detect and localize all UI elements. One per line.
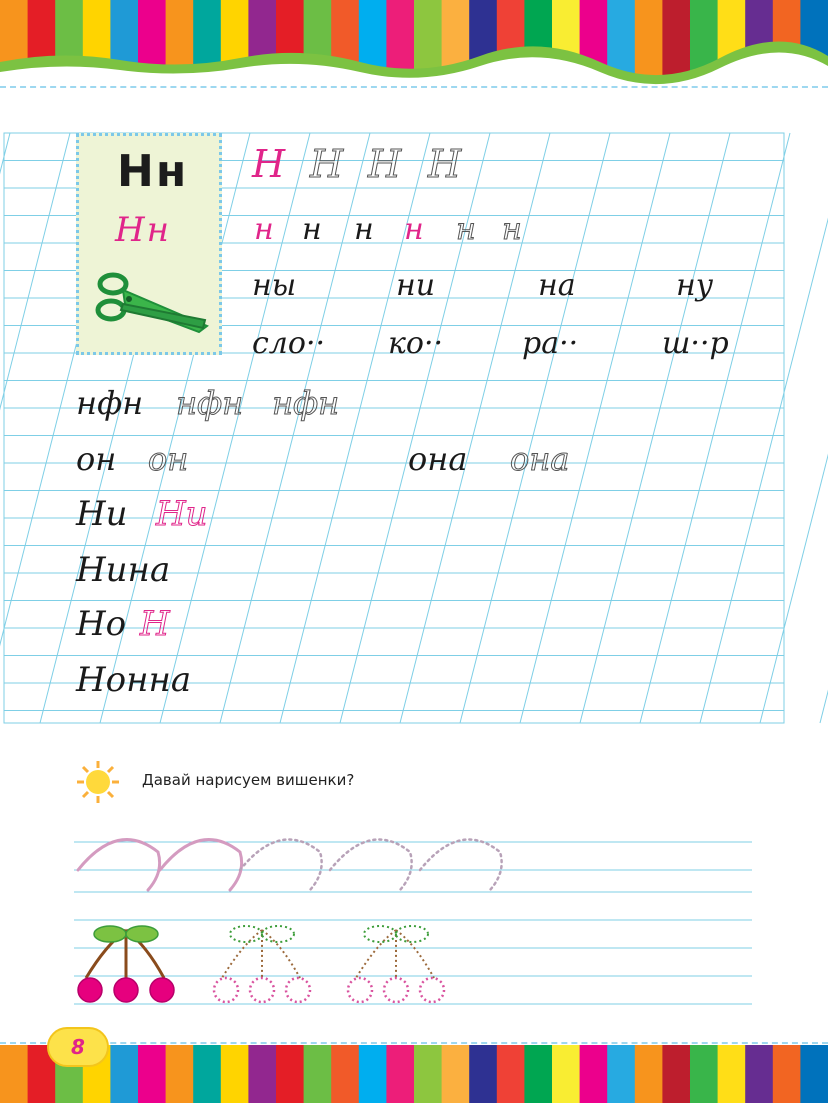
stripe — [193, 1045, 221, 1103]
stripe — [331, 1045, 359, 1103]
trace-small-letter: н — [302, 212, 322, 247]
practice-loop — [240, 840, 322, 890]
stripe — [800, 1045, 828, 1103]
trace-small-letter: н — [456, 212, 476, 247]
stripe — [607, 1045, 635, 1103]
word-on-trace: он — [148, 440, 189, 478]
cherry-icon — [114, 978, 138, 1002]
stripe — [221, 1045, 249, 1103]
stripe — [635, 1045, 663, 1103]
cherry-icon — [150, 978, 174, 1002]
stripe — [110, 1045, 138, 1103]
stripe — [248, 1045, 276, 1103]
word-nonna: Нонна — [76, 660, 192, 700]
stripe — [414, 1045, 442, 1103]
incomplete-word: ко·· — [388, 326, 444, 361]
page-number: 8 — [47, 1027, 109, 1067]
incomplete-word: сло·· — [252, 326, 326, 361]
stripe — [497, 1045, 525, 1103]
trace-capital-letter: Н — [310, 142, 344, 186]
cherry-icon — [250, 978, 274, 1002]
trace-capital-letter: Н — [428, 142, 462, 186]
cherry-icon — [214, 978, 238, 1002]
cherry-icon — [286, 978, 310, 1002]
leaf-icon — [94, 926, 126, 942]
cherry-icon — [420, 978, 444, 1002]
model-capital-letter: Н — [252, 142, 286, 186]
incomplete-word: ра·· — [522, 326, 579, 361]
word-no-model: Но — [76, 604, 127, 644]
stripe — [0, 1045, 28, 1103]
model-small-letter: н — [254, 212, 274, 247]
word-ni-model: Ни — [76, 494, 128, 534]
syllable: на — [538, 268, 576, 303]
cherry-stem — [356, 930, 396, 978]
word-ni-trace: Ни — [156, 494, 208, 534]
cherry-icon — [348, 978, 372, 1002]
stripe — [745, 1045, 773, 1103]
syllable: ну — [676, 268, 714, 303]
word-ona-trace: она — [510, 440, 570, 478]
stripe — [166, 1045, 194, 1103]
stripe — [138, 1045, 166, 1103]
trace-capital-letter: Н — [368, 142, 402, 186]
stripe — [442, 1045, 470, 1103]
stripe — [773, 1045, 801, 1103]
cherry-icon — [384, 978, 408, 1002]
word-no-trace: Н — [140, 604, 170, 644]
syllable: ни — [396, 268, 436, 303]
task-prompt: Давай нарисуем вишенки? — [142, 771, 355, 789]
stripe — [718, 1045, 746, 1103]
trace-small-letter: н — [404, 212, 424, 247]
joined-letters-model: нфн — [76, 384, 144, 422]
practice-loop — [78, 840, 160, 890]
syllable: ны — [252, 268, 297, 303]
cherry-icon — [78, 978, 102, 1002]
trace-small-letter: н — [354, 212, 374, 247]
trace-small-letter: н — [502, 212, 522, 247]
stripe — [552, 1045, 580, 1103]
stripe — [469, 1045, 497, 1103]
cursive-letter-pair: Нн — [115, 210, 172, 250]
cherry-stem — [396, 930, 434, 978]
practice-loop — [160, 840, 242, 890]
bottom-stripe-border — [0, 1045, 828, 1103]
practice-loop — [330, 840, 412, 890]
word-nina: Нина — [76, 550, 171, 590]
stripe — [524, 1045, 552, 1103]
joined-letters-trace: нфн — [272, 384, 340, 422]
leaf-icon — [126, 926, 158, 942]
stripe — [276, 1045, 304, 1103]
stripe — [580, 1045, 608, 1103]
stripe — [359, 1045, 387, 1103]
cherry-stem — [262, 930, 300, 978]
bottom-dashed-divider — [0, 1042, 828, 1044]
word-ona-model: она — [408, 440, 468, 478]
joined-letters-trace: нфн — [176, 384, 244, 422]
stripe — [690, 1045, 718, 1103]
print-letter-pair: Нн — [117, 146, 189, 197]
stripe — [662, 1045, 690, 1103]
incomplete-word: ш··р — [662, 326, 729, 361]
cherry-stem — [222, 930, 262, 978]
stripe — [386, 1045, 414, 1103]
stripe — [304, 1045, 332, 1103]
practice-loop — [420, 840, 502, 890]
word-on-model: он — [76, 440, 117, 478]
